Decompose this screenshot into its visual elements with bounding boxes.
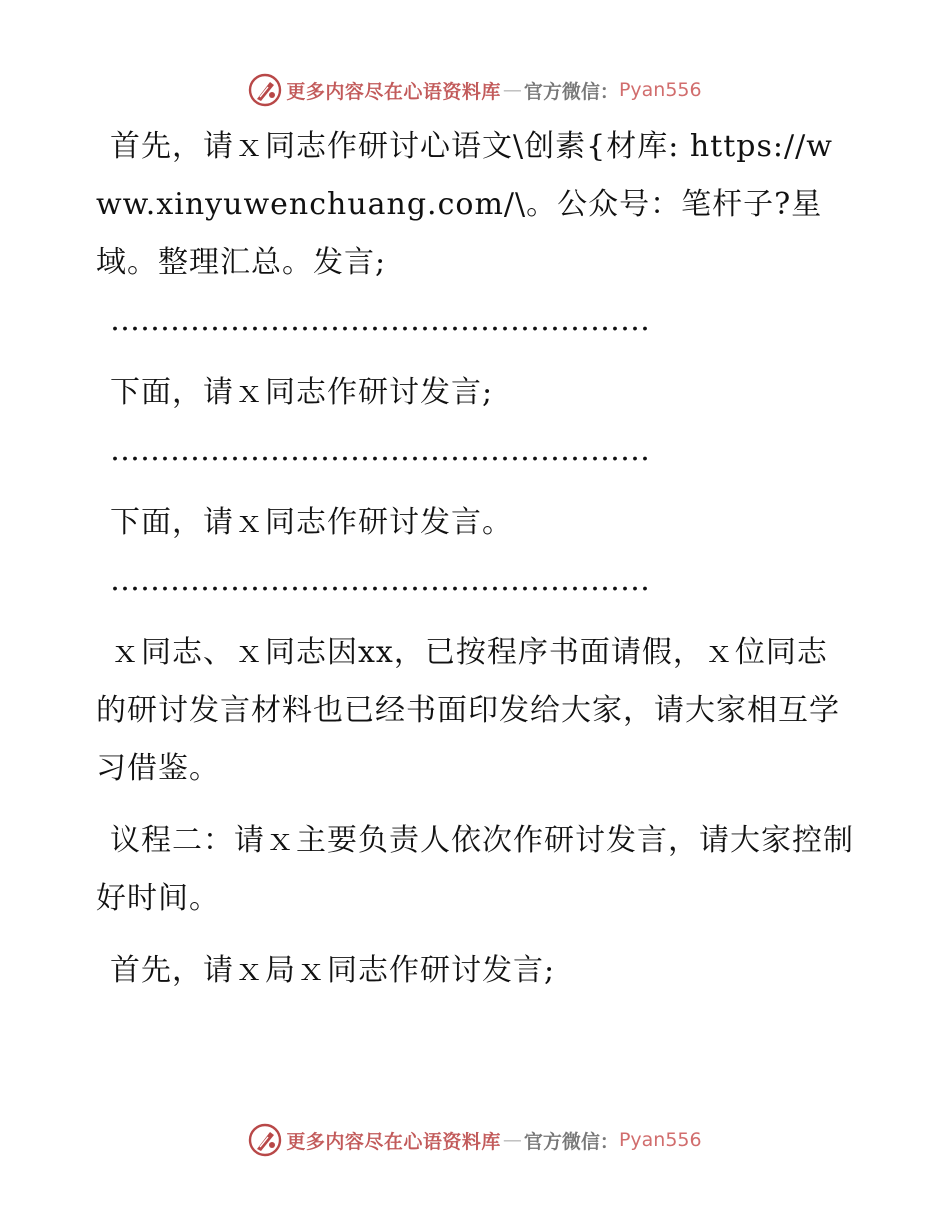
paragraph: 议程二：请ｘ主要负责人依次作研讨发言，请大家控制好时间。 xyxy=(96,823,854,916)
paragraph: 首先，请ｘ局ｘ同志作研讨发言; xyxy=(110,953,556,988)
paragraph: 下面，请ｘ同志作研讨发言。 xyxy=(110,505,513,540)
paragraph: ｘ同志、ｘ同志因xx，已按程序书面请假，ｘ位同志的研讨发言材料也已经书面印发给大家，请大家相互学习借鉴。 xyxy=(96,635,840,786)
ellipsis-separator: ……………………………………………… xyxy=(110,563,650,598)
banner-wechat-label: 官方微信： xyxy=(523,80,619,103)
header-banner xyxy=(0,70,950,110)
quill-logo-icon xyxy=(248,73,282,107)
banner-separator: — xyxy=(502,79,522,101)
banner-separator: — xyxy=(502,1129,522,1151)
paragraph: 下面，请ｘ同志作研讨发言; xyxy=(110,375,494,410)
banner-wechat-label: 官方微信： xyxy=(523,1130,619,1153)
document-body xyxy=(96,118,856,1000)
quill-logo-icon xyxy=(248,1123,282,1157)
banner-site-name: 更多内容尽在心语资料库 xyxy=(286,80,501,103)
footer-banner xyxy=(0,1120,950,1160)
paragraph: 首先，请ｘ同志作研讨心语文\创素{材库: https://www.xinyuwenchuang.com/\。公众号：笔杆子?星域。整理汇总。发言; xyxy=(96,129,833,280)
banner-wechat-id: Pyan556 xyxy=(618,79,702,101)
ellipsis-separator: ……………………………………………… xyxy=(110,433,650,468)
banner-wechat-id: Pyan556 xyxy=(618,1129,702,1151)
banner-site-name: 更多内容尽在心语资料库 xyxy=(286,1130,501,1153)
ellipsis-separator: ……………………………………………… xyxy=(110,303,650,338)
